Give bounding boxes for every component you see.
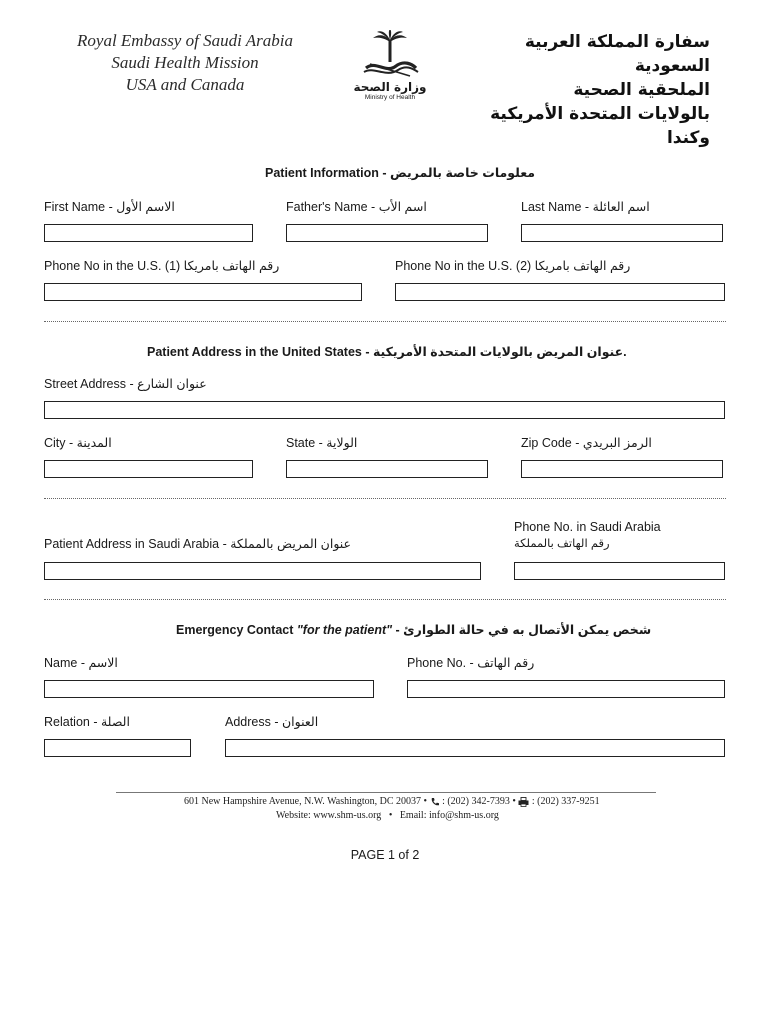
emergency-contact-title — [176, 622, 651, 637]
footer-rule — [116, 792, 656, 793]
zip-code-label: Zip Code - الرمز البريدي — [521, 436, 652, 450]
embassy-ar-line-1: سفارة المملكة العربية السعودية — [524, 32, 710, 76]
footer-bullet: • — [423, 796, 428, 807]
footer-phone: : (202) 342-7393 — [442, 796, 510, 807]
us-phone-1-field[interactable] — [44, 283, 362, 301]
phone-icon — [430, 797, 440, 807]
fax-icon — [518, 797, 529, 807]
state-field[interactable] — [286, 460, 488, 478]
saudi-address-field[interactable] — [44, 562, 481, 580]
saudi-phone-label-en: Phone No. in Saudi Arabia — [514, 520, 661, 534]
saudi-address-label: Patient Address in Saudi Arabia - عنوان المريض بالمملكة — [44, 537, 352, 551]
first-name-field[interactable] — [44, 224, 253, 242]
us-address-title: Patient Address in the United States - عنوان المريض بالولايات المتحدة الأمريكية. — [147, 345, 627, 359]
embassy-line-3: USA and Canada — [125, 75, 245, 94]
embassy-line-2: Saudi Health Mission — [111, 53, 259, 72]
last-name-label: Last Name - اسم العائلة — [521, 200, 650, 214]
section-divider — [44, 498, 726, 499]
section-divider — [44, 599, 726, 600]
footer-email: Email: info@shm-us.org — [399, 810, 499, 821]
fathers-name-label: Father's Name - اسم الأب — [286, 200, 427, 214]
embassy-name-english — [50, 30, 320, 96]
last-name-field[interactable] — [521, 224, 723, 242]
emergency-title-italic: "for the patient" — [296, 623, 393, 637]
fathers-name-field[interactable] — [286, 224, 488, 242]
saudi-phone-label-ar: رقم الهاتف بالمملكة — [514, 538, 610, 550]
logo-english-text: Ministry of Health — [364, 94, 416, 101]
emergency-name-label: Name - الاسم — [44, 656, 118, 670]
emergency-title-suffix: - شخص يمكن الأتصال به في حالة الطوارئ — [392, 623, 652, 637]
us-phone-1-label: Phone No in the U.S. (1) رقم الهاتف بامريكا — [44, 259, 280, 273]
us-phone-2-label: Phone No in the U.S. (2) رقم الهاتف بامريكا — [395, 259, 631, 273]
street-address-field[interactable] — [44, 401, 725, 419]
patient-info-title: Patient Information - معلومات خاصة بالمريض — [265, 166, 536, 180]
zip-code-field[interactable] — [521, 460, 723, 478]
footer-website: Website: www.shm-us.org — [276, 810, 382, 821]
us-phone-2-field[interactable] — [395, 283, 725, 301]
city-field[interactable] — [44, 460, 253, 478]
relation-field[interactable] — [44, 739, 191, 757]
emergency-name-field[interactable] — [44, 680, 374, 698]
embassy-name-arabic — [470, 30, 710, 150]
city-label: City - المدينة — [44, 436, 112, 450]
footer-contact-line — [184, 796, 600, 807]
saudi-phone-field[interactable] — [514, 562, 725, 580]
section-divider — [44, 321, 726, 322]
relation-label: Relation - الصلة — [44, 715, 130, 729]
embassy-ar-line-3: بالولايات المتحدة الأمريكية وكندا — [490, 104, 710, 148]
footer-bullet: • — [512, 796, 516, 807]
emergency-address-label: Address - العنوان — [225, 715, 319, 729]
first-name-label: First Name - الاسم الأول — [44, 200, 175, 214]
embassy-line-1: Royal Embassy of Saudi Arabia — [77, 31, 293, 50]
emergency-phone-label: Phone No. - رقم الهاتف — [407, 656, 535, 670]
embassy-ar-line-2: الملحقية الصحية — [573, 80, 710, 100]
footer-address: 601 New Hampshire Avenue, N.W. Washington, DC 20037 — [184, 796, 422, 807]
logo-arabic-text: وزارة الصحة — [353, 80, 427, 94]
footer-bullet: • — [388, 810, 393, 821]
page-number: PAGE 1 of 2 — [350, 848, 420, 862]
state-label: State - الولاية — [286, 436, 358, 450]
footer-fax: : (202) 337-9251 — [531, 796, 600, 807]
street-address-label: Street Address - عنوان الشارع — [44, 377, 207, 391]
emergency-address-field[interactable] — [225, 739, 725, 757]
emergency-phone-field[interactable] — [407, 680, 725, 698]
footer-web-line — [276, 810, 499, 821]
emergency-title-prefix: Emergency Contact — [176, 623, 297, 637]
